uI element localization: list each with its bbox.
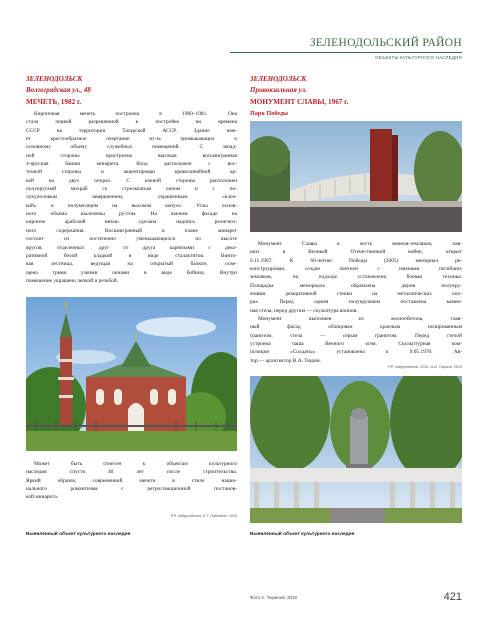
text-line: 4-ярусная башня минарета. Вход расположен с вос- [26, 161, 237, 168]
text-line: ших в Великой Отечественной войне, открыт [250, 249, 462, 256]
text-line: СССР на территории Татарской АССР. Здание име- [26, 127, 237, 134]
text-line: ного объема выложены рустом. На южном фасаде на [26, 211, 237, 218]
left-object-title: МЕЧЕТЬ, 1982 г. [26, 98, 82, 106]
mosque-photo [26, 297, 237, 451]
text-line: тор — архитектор В.А. Тюрин. [250, 357, 322, 364]
left-significance [26, 460, 237, 502]
text-line: ярусов, отделенных друг от друга карнизами с деко- [26, 244, 237, 251]
text-line: Площадка мемориала обрамлена двумя полукру- [250, 282, 462, 289]
text-line: Монумент Славы в честь воинов-земляков, пав- [258, 241, 462, 247]
text-line: наследия спустя 40 лет после строительства. [26, 469, 237, 476]
text-line: основному объему служебных помещений. С запад- [26, 144, 237, 151]
right-description [250, 240, 462, 365]
text-line: ного содержания. Восьмигранный в плане минарет [26, 227, 237, 234]
text-line: ный фасад облицован красным полированным [250, 324, 462, 331]
left-photo-credit: Р.Р. Хайрутдинов, Е.Г. Пайчадзе, 2019 [170, 514, 237, 518]
left-heritage-badge: Выявленный объект культурного наследия [26, 532, 131, 537]
right-address: Привокзальная ул. [250, 86, 307, 94]
text-line: кирпиче арабской вязью сделана надпись религиоз- [26, 219, 237, 226]
text-line: ет крестообразное очертание из-за примыкающих к [26, 136, 237, 143]
header-rule [230, 52, 462, 53]
text-line: конструирован, создан пантеон с именами погибших [250, 266, 462, 273]
text-line: полукруглый михраб со стрельчатым окном и с по- [26, 186, 237, 193]
page-number: 421 [443, 591, 462, 603]
text-line: лукуполовым завершением, украшенным «ёлоч- [26, 194, 237, 201]
text-line: земляков, на подходе установлена боевая техника. [250, 274, 462, 281]
right-object-title: МОНУМЕНТ СЛАВЫ, 1967 г. [250, 98, 349, 106]
text-line: ная стела, перед другим — скульптура воинов. [250, 307, 358, 314]
text-line: кой минарета. [26, 494, 59, 501]
text-line: ной стороны пристроена высокая восьмигранная [26, 152, 237, 159]
text-line: устроена чаша Вечного огня. Скульптурная ком- [250, 341, 462, 348]
memorial-photo [250, 376, 462, 523]
left-address: Волгоградская ул., 48 [26, 86, 91, 94]
text-line: состоит из постепенно уменьшающихся по высоте [26, 236, 237, 243]
right-city: ЗЕЛЕНОДОЛЬСК [250, 75, 307, 83]
text-line: Яркий образец современной мечети в стиле нацио- [26, 477, 237, 484]
text-line: гранитом, стела — серым гранитом. Перед стелой [250, 332, 462, 339]
footer-photo-credit: Фото А. Тюриной, 2019 [250, 595, 297, 600]
text-line: рах. Перед одним полукружием поставлена камен- [250, 299, 462, 306]
section-title: ЗЕЛЕНОДОЛЬСКИЙ РАЙОН [309, 37, 462, 49]
text-line: вая лестница, ведущая на открытый балкон, осве- [26, 261, 237, 268]
right-photo-credit: Р.Р. Хайрутдинов, 2016; А.И. Тюрина, 2019 [387, 365, 462, 369]
text-line: помещение украшено лепкой и резьбой. [26, 277, 119, 284]
section-subtitle: ОБЪЕКТЫ КУЛЬТУРНОГО НАСЛЕДИЯ [375, 55, 462, 60]
text-line: Может быть отнесен к объектам культурного [34, 461, 237, 467]
monument-photo [250, 121, 462, 232]
text-line: Монумент выполнен из железобетона, глав- [258, 316, 462, 323]
text-line: 6.11.1967. К 60-летию Победы (2005) мемориал ре- [250, 257, 462, 264]
right-place: Парк Победы [250, 110, 289, 117]
left-city: ЗЕЛЕНОДОЛЬСК [26, 75, 83, 83]
right-heritage-badge: Выявленный объект культурного наследия [250, 532, 355, 537]
text-line: нального романтизма с ретроспекционной постанов- [26, 486, 237, 493]
text-line: кой» и полумесяцем на высоком конусе. Углы основ- [26, 202, 237, 209]
text-line: щена тремя узкими окнами в виде бойниц. Внутри [26, 269, 237, 276]
text-line: Кирпичная мечеть построена в 1980–1981. Она [34, 111, 237, 117]
text-line: кой на двух опорах. С южной стороны расположен [26, 177, 237, 184]
text-line: жиями декоративной стенки на металлических опо- [250, 291, 462, 298]
text-line: позиция «Солдаты» установлена к 9.05.1970. Ав- [250, 349, 462, 356]
text-line: ративной белой кладкой в виде сталактитов. Винто- [26, 252, 237, 259]
text-line: точной стороны и акцентирован криволинейной ар- [26, 169, 237, 176]
text-line: стала первой разрешенной к постройке во времена [26, 119, 237, 126]
left-description [26, 110, 237, 285]
